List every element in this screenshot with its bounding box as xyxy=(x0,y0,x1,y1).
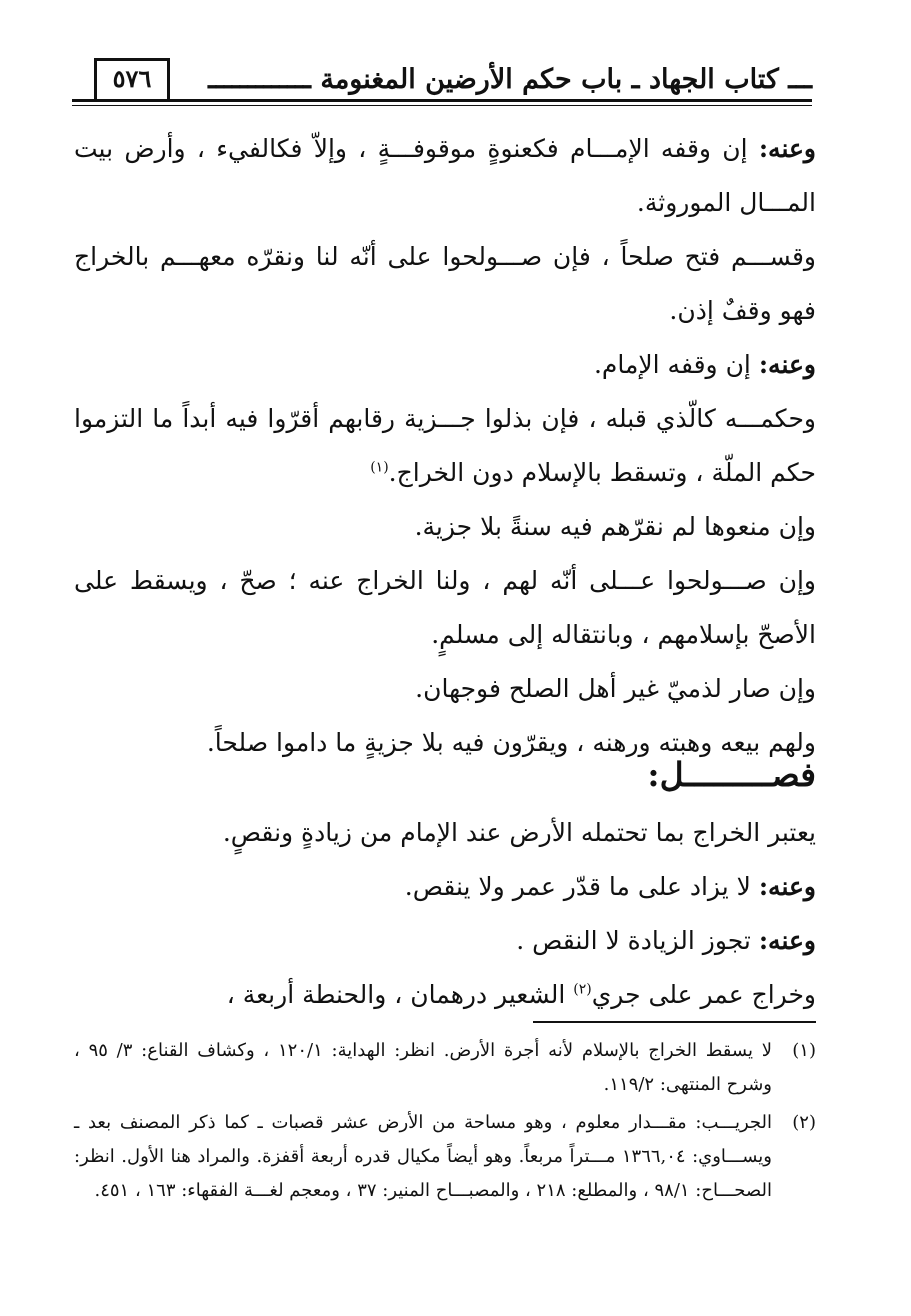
header-rule xyxy=(72,99,812,102)
paragraph-text: إن وقفه الإمام. xyxy=(593,350,759,379)
footnote xyxy=(74,1034,816,1102)
section-heading: فصـــــــــل: xyxy=(647,755,816,794)
page-number: ٥٧٦ xyxy=(94,58,170,102)
paragraph xyxy=(74,392,816,500)
paragraph-text: وإن صار لذميّ غير أهل الصلح فوجهان. xyxy=(415,674,816,703)
paragraph-text: وقســـم فتح صلحاً ، فإن صـــولحوا على أنّه لنا ونقرّه معهـــم بالخراج فهو وقفٌ إذن. xyxy=(74,242,816,325)
paragraph-lead: وعنه: xyxy=(758,134,816,163)
paragraph xyxy=(74,968,816,1022)
paragraph-lead: وعنه: xyxy=(758,926,816,955)
footnote xyxy=(74,1106,816,1208)
footnote-marker[interactable]: (٢) xyxy=(573,981,592,998)
paragraph-text: تجوز الزيادة لا النقص . xyxy=(516,926,759,955)
footnote-number: (١) xyxy=(792,1040,816,1061)
paragraph xyxy=(74,122,816,230)
paragraph-text: وإن صـــولحوا عـــلى أنّه لهم ، ولنا الخراج عنه ؛ صحّ ، ويسقط على الأصحّ بإسلامهم ، وبانتقاله إلى مسلمٍ. xyxy=(74,566,816,649)
paragraph xyxy=(74,914,816,968)
paragraph-text: يعتبر الخراج بما تحتمله الأرض عند الإمام من زيادةٍ ونقصٍ. xyxy=(222,818,816,847)
footnote-text: لا يسقط الخراج بالإسلام لأنه أجرة الأرض. انظر: الهداية: ١٢٠/١ ، وكشاف القناع: ٣/ ٩٥ ، وشرح المنتهى: ١١٩/٢. xyxy=(74,1040,772,1095)
footnote-separator xyxy=(533,1021,816,1023)
paragraph-lead: وعنه: xyxy=(758,350,816,379)
paragraph-text: وحكمـــه كالّذي قبله ، فإن بذلوا جـــزية رقابهم أقرّوا فيه أبداً ما التزموا حكم الملّة ، وتسقط بالإسلام دون الخراج. xyxy=(74,404,816,487)
paragraph xyxy=(74,860,816,914)
paragraph-text: ولهم بيعه وهبته ورهنه ، ويقرّون فيه بلا جزيةٍ ما داموا صلحاً. xyxy=(206,728,816,757)
paragraph-text: وإن منعوها لم نقرّهم فيه سنةً بلا جزية. xyxy=(414,512,816,541)
paragraph-text-tail: الشعير درهمان ، والحنطة أربعة ، xyxy=(226,980,574,1009)
paragraph-lead: وعنه: xyxy=(758,872,816,901)
paragraph-text: وخراج عمر على جري xyxy=(591,980,816,1009)
paragraph xyxy=(74,662,816,716)
paragraph xyxy=(74,554,816,662)
running-title: ـــ كتاب الجهاد ـ باب حكم الأرضين المغنومة ـــــــــــــ xyxy=(208,64,812,95)
footnote-marker[interactable]: (١) xyxy=(370,459,389,476)
footnotes xyxy=(74,1034,816,1212)
header-rule-thin xyxy=(72,105,812,106)
footnote-text: الجريـــب: مقـــدار معلوم ، وهو مساحة من الأرض عشر قصبات ـ كما ذكر المصنف بعد ـ ويســـاوي: ١٣٦٦,٠٤ مـــتراً مربعاً. وهو أيضاً مكيال قدره أربعة أقفزة. والمراد هنا الأول. انظر: الصحـــاح: ٩٨/١ ، والمطلع: ٢١٨ ، والمصبـــاح المنير: ٣٧ ، ومعجم لغـــة الفقهاء: ١٦٣ ، ٤٥١. xyxy=(74,1112,772,1201)
paragraph-text: لا يزاد على ما قدّر عمر ولا ينقص. xyxy=(404,872,759,901)
paragraph xyxy=(74,338,816,392)
main-text xyxy=(74,122,816,770)
paragraph-text: إن وقفه الإمـــام فكعنوةٍ موقوفـــةٍ ، وإلاّ فكالفيء ، وأرض بيت المـــال الموروثة. xyxy=(74,134,816,217)
running-header xyxy=(72,58,812,106)
paragraph xyxy=(74,230,816,338)
footnote-number: (٢) xyxy=(792,1112,816,1133)
section-text xyxy=(74,806,816,1022)
paragraph xyxy=(74,806,816,860)
paragraph xyxy=(74,500,816,554)
